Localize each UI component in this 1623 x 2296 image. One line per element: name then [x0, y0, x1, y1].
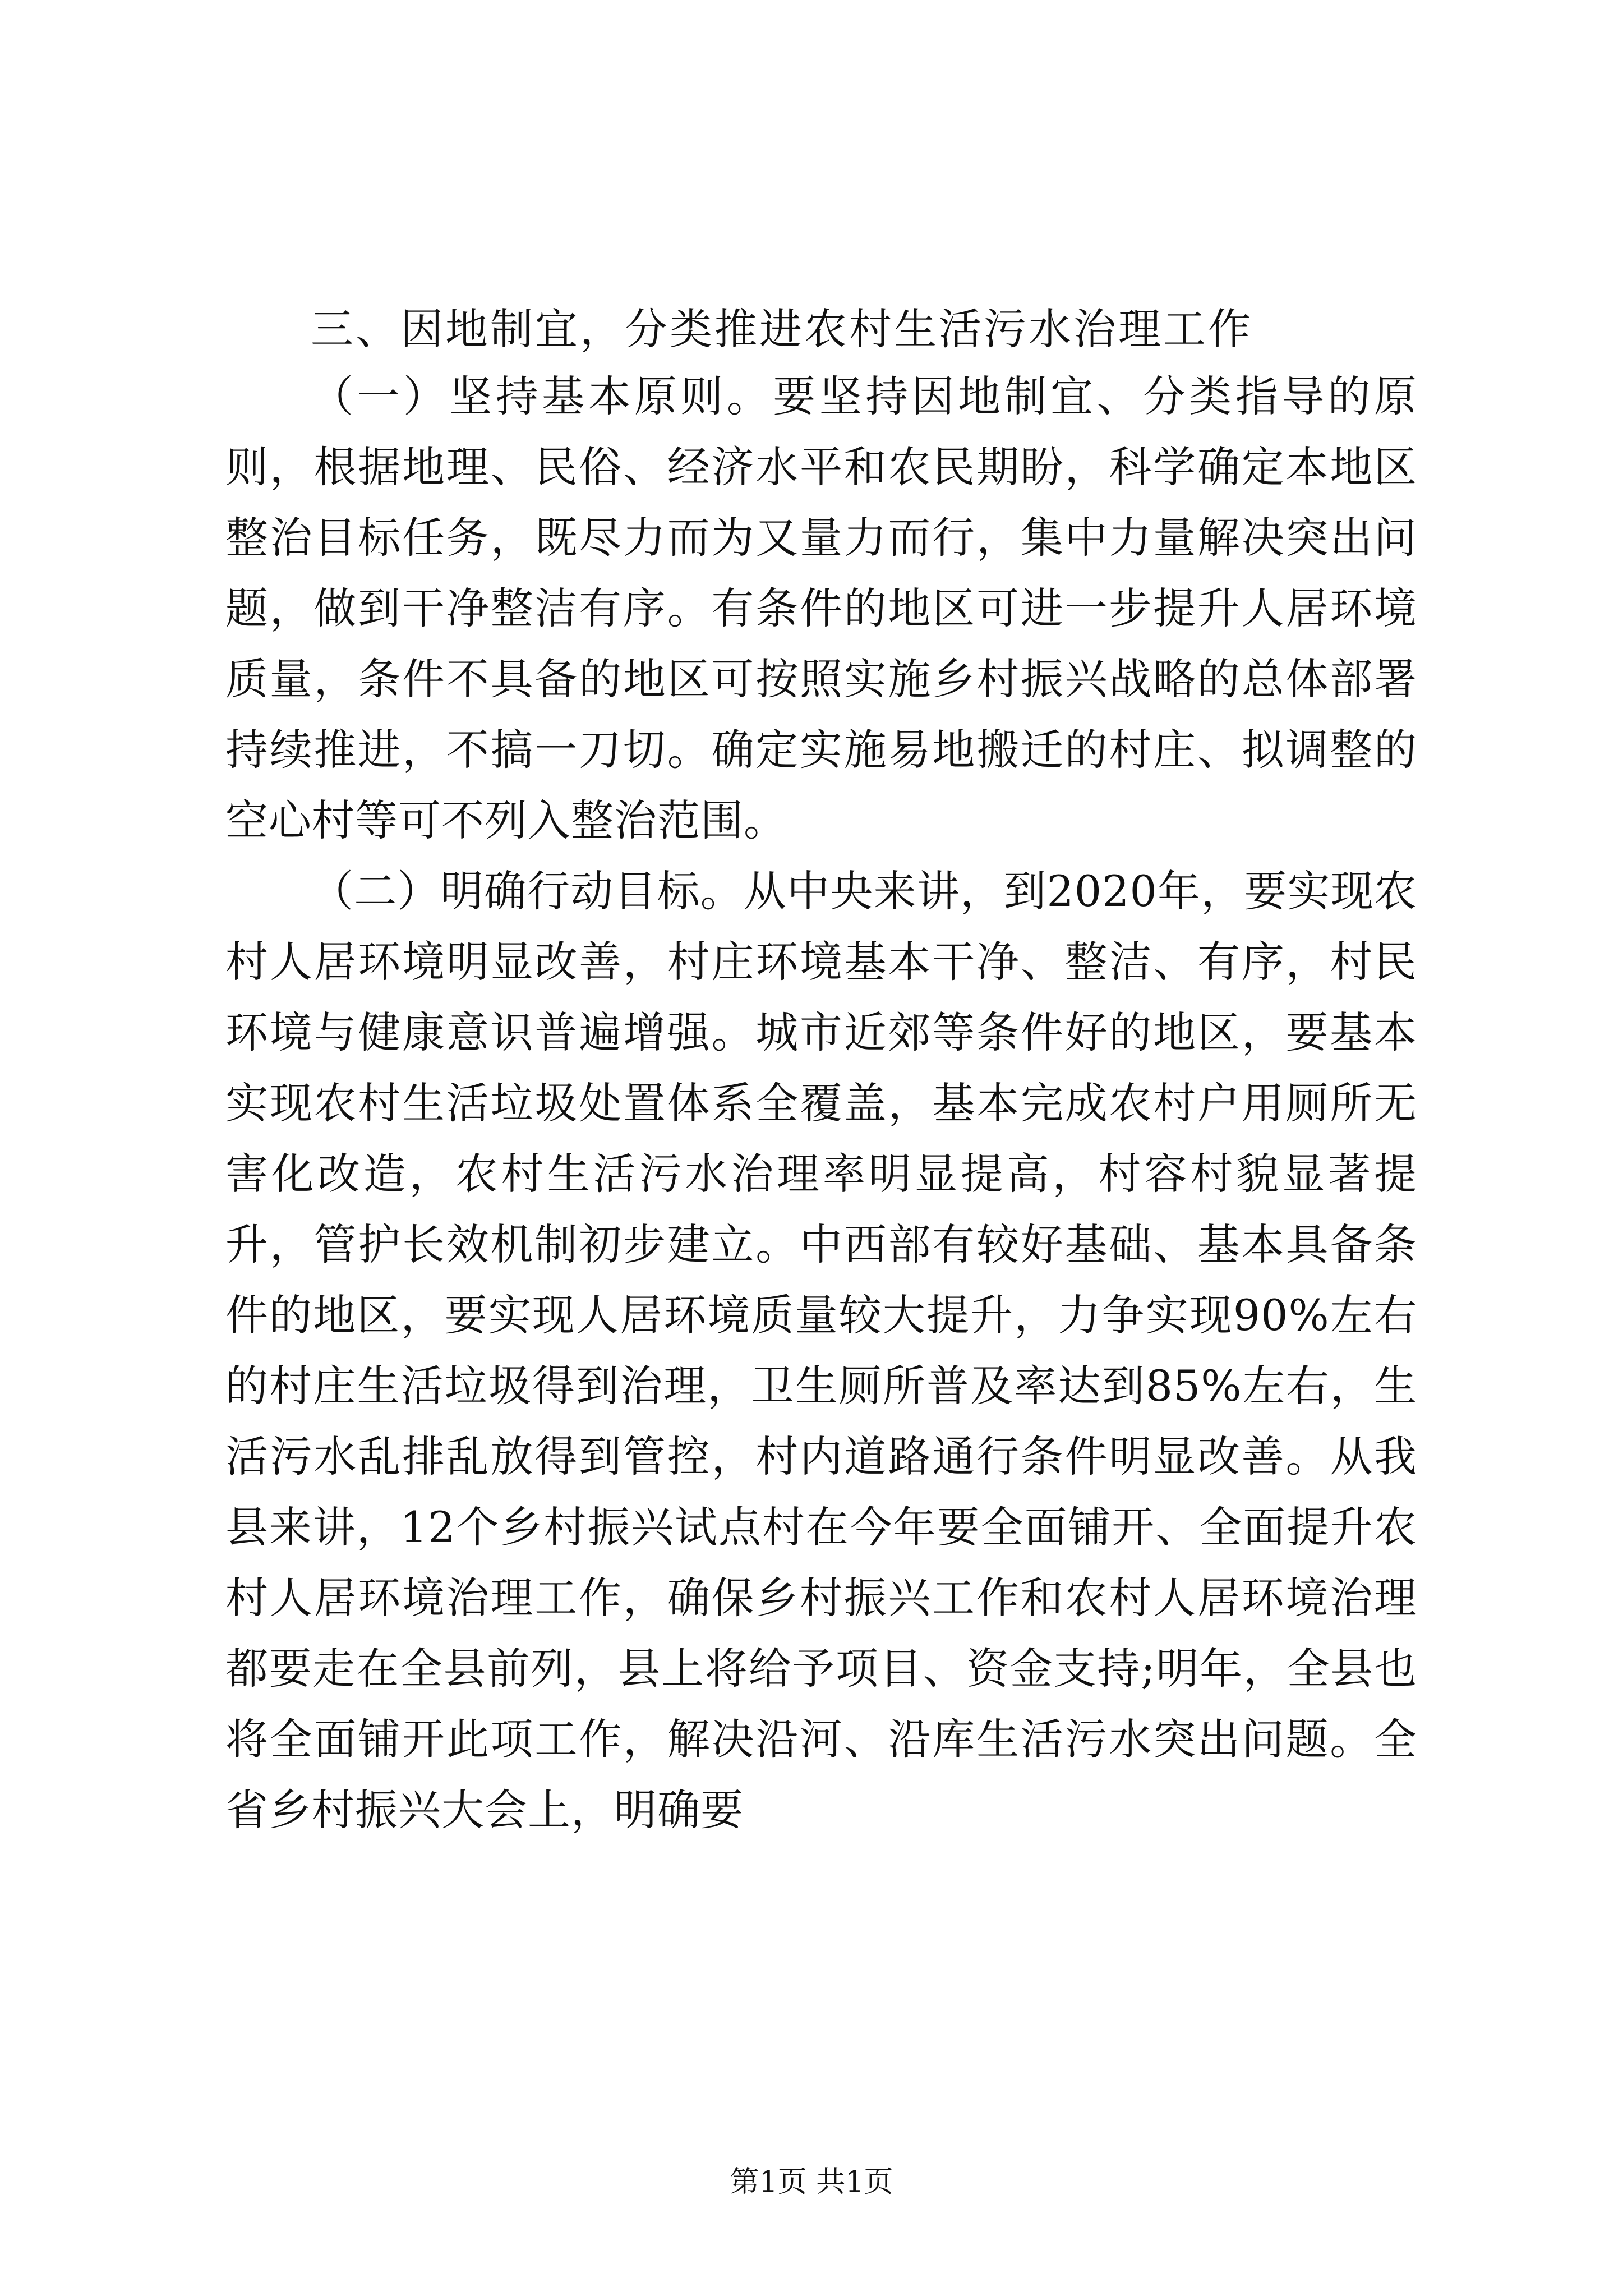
paragraph-basic-principles: （一）坚持基本原则。要坚持因地制宜、分类指导的原则，根据地理、民俗、经济水平和农民期盼，科学确定本地区整治目标任务，既尽力而为又量力而行，集中力量解决突出问题，做到干净整洁有序。有条件的地区可进一步提升人居环境质量，条件不具备的地区可按照实施乡村振兴战略的总体部署持续推进，不搞一刀切。确定实施易地搬迁的村庄、拟调整的空心村等可不列入整治范围。 — [225, 371, 1417, 845]
document-body — [225, 297, 1417, 1846]
section-heading: 三、因地制宜，分类推进农村生活污水治理工作 — [311, 304, 1253, 354]
paragraph-action-goals: （二）明确行动目标。从中央来讲，到2020年，要实现农村人居环境明显改善，村庄环境基本干净、整洁、有序，村民环境与健康意识普遍增强。城市近郊等条件好的地区，要基本实现农村生活垃圾处置体系全覆盖，基本完成农村户用厕所无害化改造，农村生活污水治理率明显提高，村容村貌显著提升，管护长效机制初步建立。中西部有较好基础、基本具备条件的地区，要实现人居环境质量较大提升，力争实现90%左右的村庄生活垃圾得到治理，卫生厕所普及率达到85%左右，生活污水乱排乱放得到管控，村内道路通行条件明显改善。从我县来讲，12个乡村振兴试点村在今年要全面铺开、全面提升农村人居环境治理工作，确保乡村振兴工作和农村人居环境治理都要走在全县前列，县上将给予项目、资金支持;明年，全县也将全面铺开此项工作，解决沿河、沿库生活污水突出问题。全省乡村振兴大会上，明确要 — [225, 866, 1417, 1835]
page-footer: 第1页 共1页 — [730, 2165, 893, 2199]
